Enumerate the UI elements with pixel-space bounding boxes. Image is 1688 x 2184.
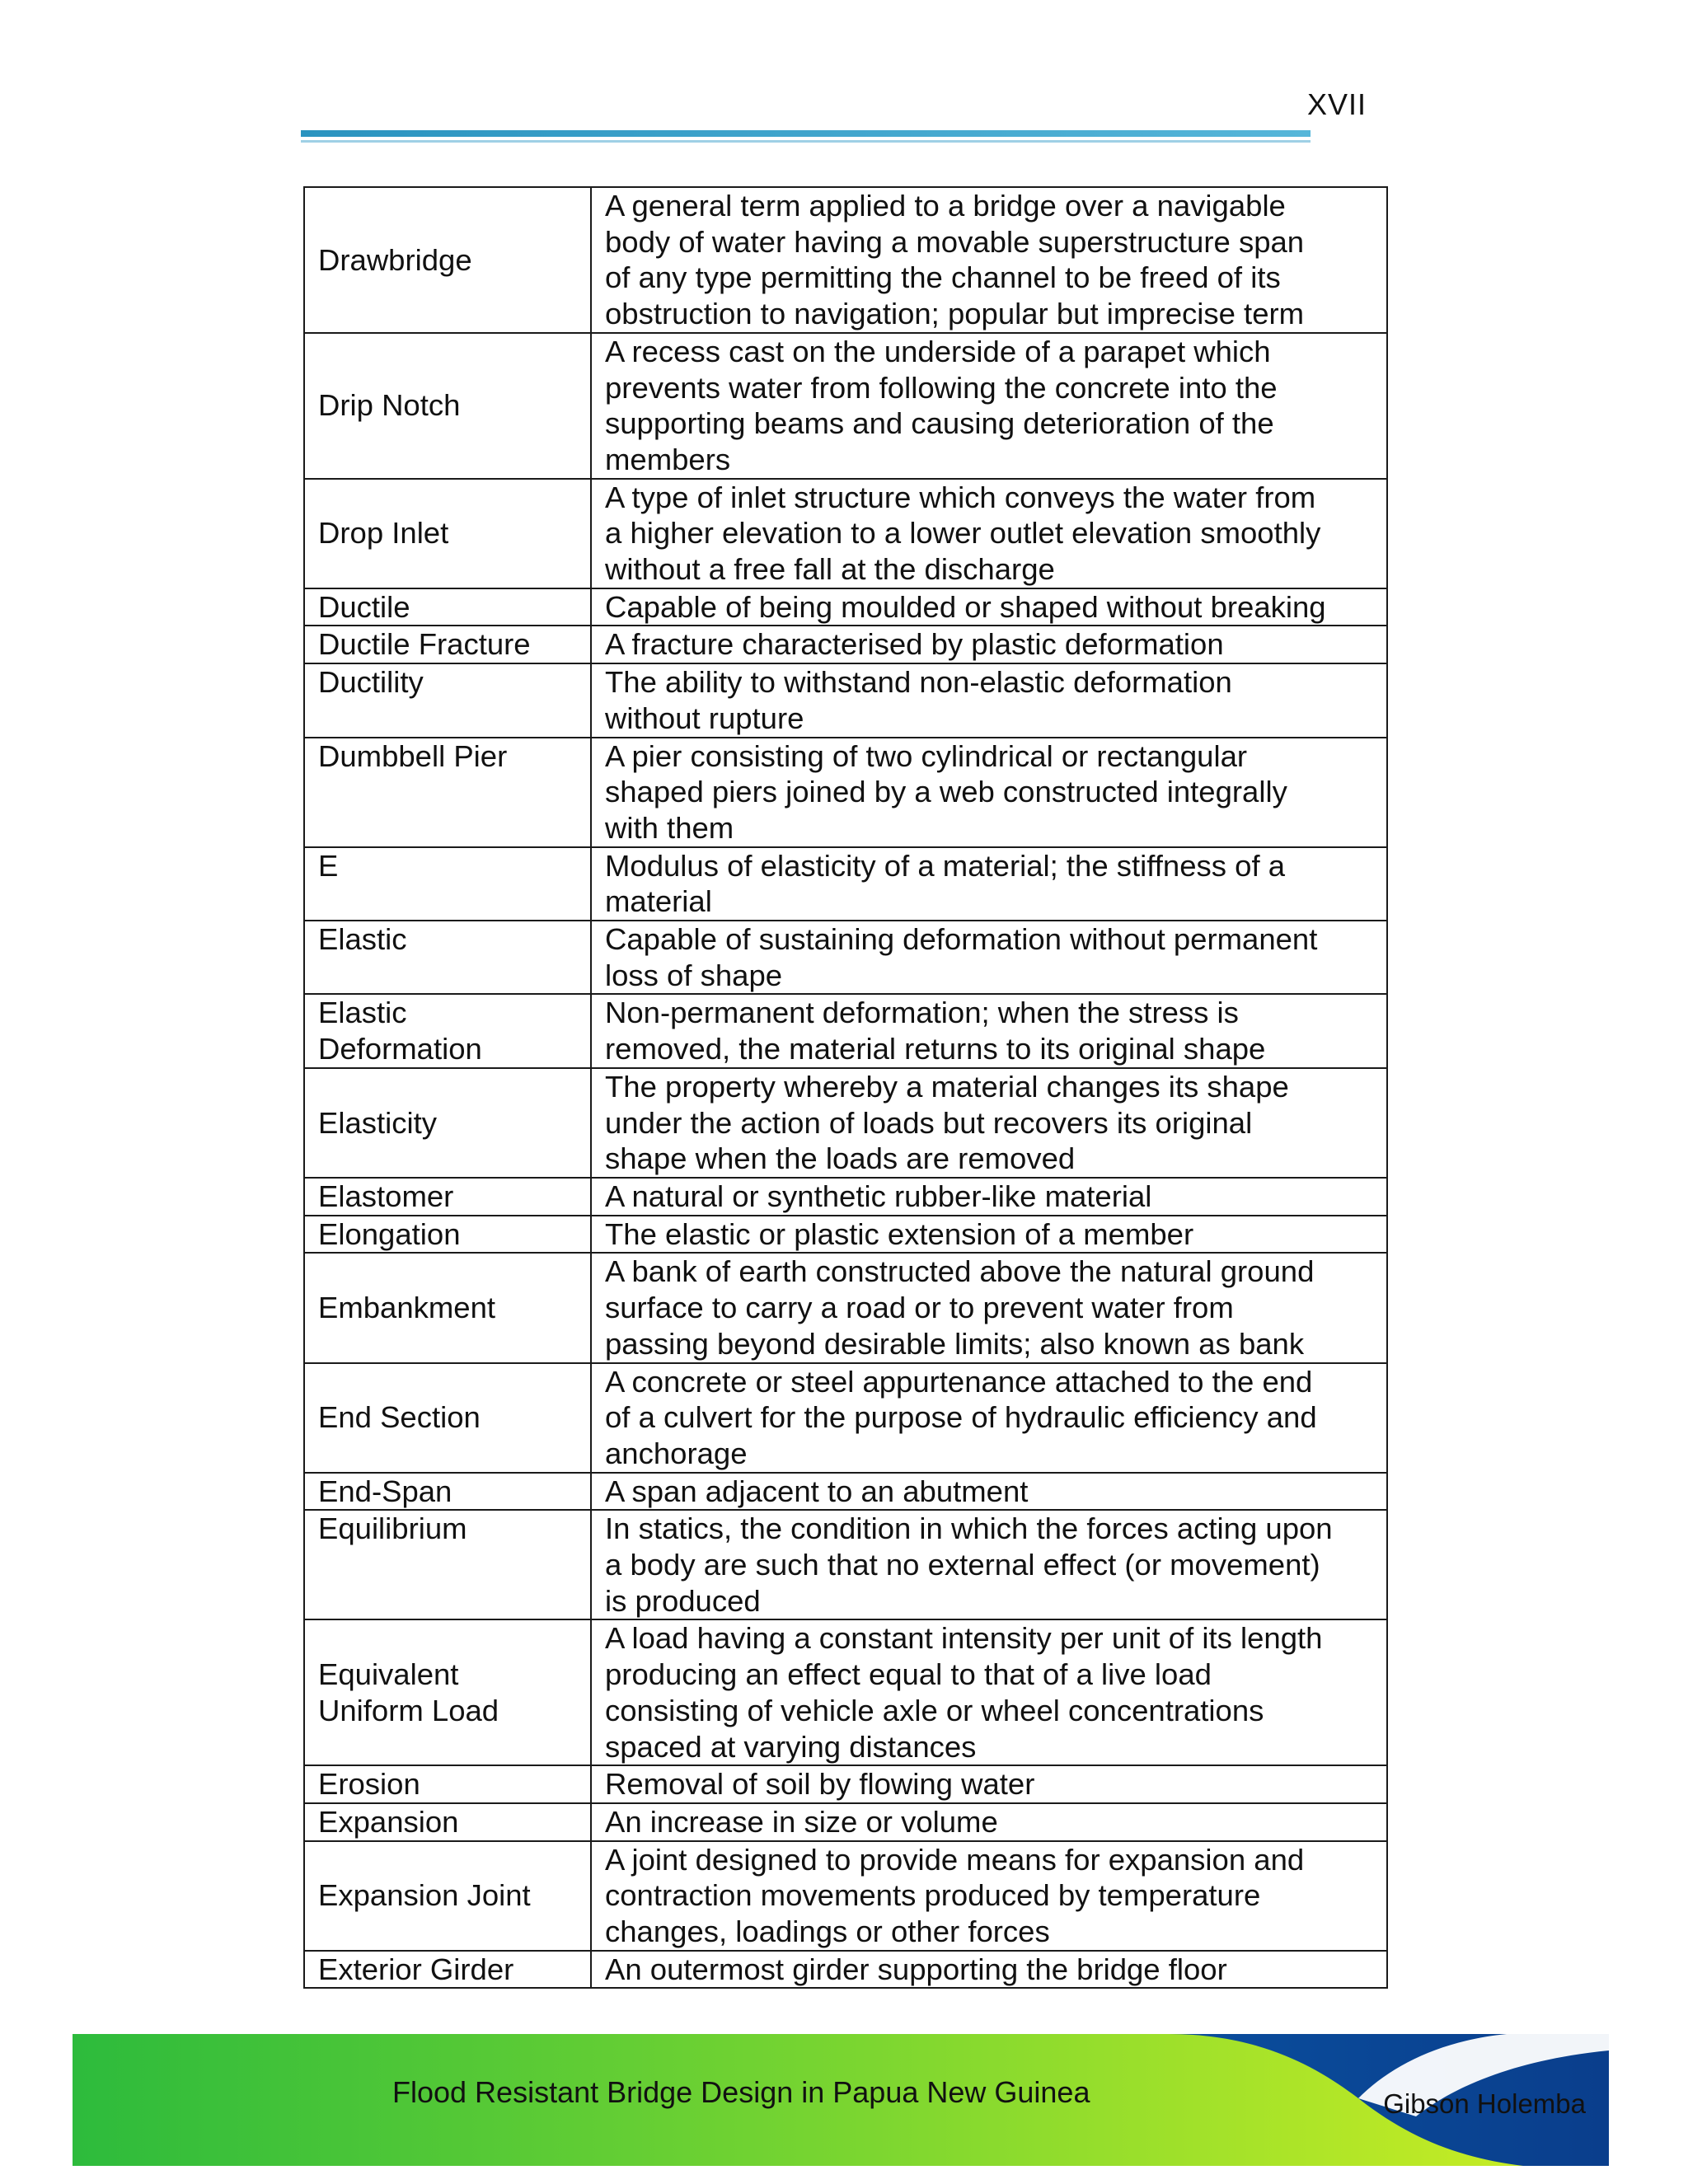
glossary-body [304,187,1387,1988]
glossary-definition: An increase in size or volume [591,1803,1387,1841]
glossary-term: Ductile [304,588,591,626]
glossary-term: Ductile Fracture [304,626,591,663]
glossary-row [304,1363,1387,1473]
glossary-term: End-Span [304,1473,591,1511]
glossary-row [304,994,1387,1067]
glossary-row [304,1216,1387,1254]
glossary-row [304,1765,1387,1803]
glossary-term: Drop Inlet [304,479,591,588]
glossary-term: Elastomer [304,1178,591,1216]
glossary-term: Expansion [304,1803,591,1841]
glossary-term: Exterior Girder [304,1951,591,1989]
glossary-definition: A fracture characterised by plastic deformation [591,626,1387,663]
glossary-row [304,1951,1387,1989]
glossary-definition: Non-permanent deformation; when the stress is removed, the material returns to its original shape [591,994,1387,1067]
glossary-term: Elasticity [304,1068,591,1178]
glossary-term: Dumbbell Pier [304,738,591,847]
header-rule [301,130,1311,137]
glossary-definition: Removal of soil by flowing water [591,1765,1387,1803]
glossary-definition: A joint designed to provide means for expansion and contraction movements produced by temperature changes, loadings or other forces [591,1841,1387,1951]
glossary-row [304,1841,1387,1951]
footer-author: Gibson Holemba [1383,2088,1586,2119]
glossary-term: End Section [304,1363,591,1473]
glossary-row [304,1178,1387,1216]
glossary-definition: A natural or synthetic rubber-like material [591,1178,1387,1216]
glossary-row [304,1619,1387,1765]
glossary-definition: Capable of being moulded or shaped without breaking [591,588,1387,626]
glossary-definition: A type of inlet structure which conveys the water from a higher elevation to a lower outlet elevation smoothly without a free fall at the discharge [591,479,1387,588]
glossary-row [304,479,1387,588]
glossary-row [304,588,1387,626]
glossary-term: Elastic Deformation [304,994,591,1067]
glossary-definition: An outermost girder supporting the bridge floor [591,1951,1387,1989]
footer-banner [73,2034,1609,2166]
glossary-definition: The property whereby a material changes its shape under the action of loads but recovers its original shape when the loads are removed [591,1068,1387,1178]
glossary-definition: The ability to withstand non-elastic deformation without rupture [591,663,1387,737]
glossary-term: Equivalent Uniform Load [304,1619,591,1765]
glossary-row [304,626,1387,663]
glossary-row [304,738,1387,847]
glossary-definition: Capable of sustaining deformation without permanent loss of shape [591,921,1387,994]
glossary-term: Elongation [304,1216,591,1254]
glossary-definition: The elastic or plastic extension of a member [591,1216,1387,1254]
page-number: XVII [1306,87,1367,121]
glossary-definition: Modulus of elasticity of a material; the stiffness of a material [591,847,1387,921]
glossary-definition: In statics, the condition in which the forces acting upon a body are such that no external effect (or movement) is produced [591,1510,1387,1619]
glossary-table [303,186,1388,1989]
glossary-term: Equilibrium [304,1510,591,1619]
glossary-row [304,1510,1387,1619]
glossary-term: Elastic [304,921,591,994]
glossary-row [304,1068,1387,1178]
glossary-definition: A concrete or steel appurtenance attached to the end of a culvert for the purpose of hydraulic efficiency and anchorage [591,1363,1387,1473]
glossary-row [304,847,1387,921]
glossary-term: E [304,847,591,921]
glossary-row [304,187,1387,333]
glossary-row [304,333,1387,479]
glossary-term: Expansion Joint [304,1841,591,1951]
header-rule-thin [301,140,1311,143]
glossary-definition: A recess cast on the underside of a parapet which prevents water from following the concrete into the supporting beams and causing deterioration of the members [591,333,1387,479]
glossary-term: Drip Notch [304,333,591,479]
glossary-definition: A span adjacent to an abutment [591,1473,1387,1511]
glossary-term: Embankment [304,1253,591,1362]
glossary-row [304,921,1387,994]
glossary-row [304,1473,1387,1511]
glossary-term: Ductility [304,663,591,737]
glossary-term: Erosion [304,1765,591,1803]
glossary-definition: A bank of earth constructed above the natural ground surface to carry a road or to prevent water from passing beyond desirable limits; also known as bank [591,1253,1387,1362]
glossary-definition: A general term applied to a bridge over a navigable body of water having a movable superstructure span of any type permitting the channel to be freed of its obstruction to navigation; popular but imprecise term [591,187,1387,333]
glossary-definition: A load having a constant intensity per unit of its length producing an effect equal to that of a live load consisting of vehicle axle or wheel concentrations spaced at varying distances [591,1619,1387,1765]
glossary-row [304,1803,1387,1841]
glossary-term: Drawbridge [304,187,591,333]
glossary-row [304,663,1387,737]
glossary-row [304,1253,1387,1362]
footer-title: Flood Resistant Bridge Design in Papua New Guinea [392,2075,1090,2109]
glossary-definition: A pier consisting of two cylindrical or rectangular shaped piers joined by a web constructed integrally with them [591,738,1387,847]
